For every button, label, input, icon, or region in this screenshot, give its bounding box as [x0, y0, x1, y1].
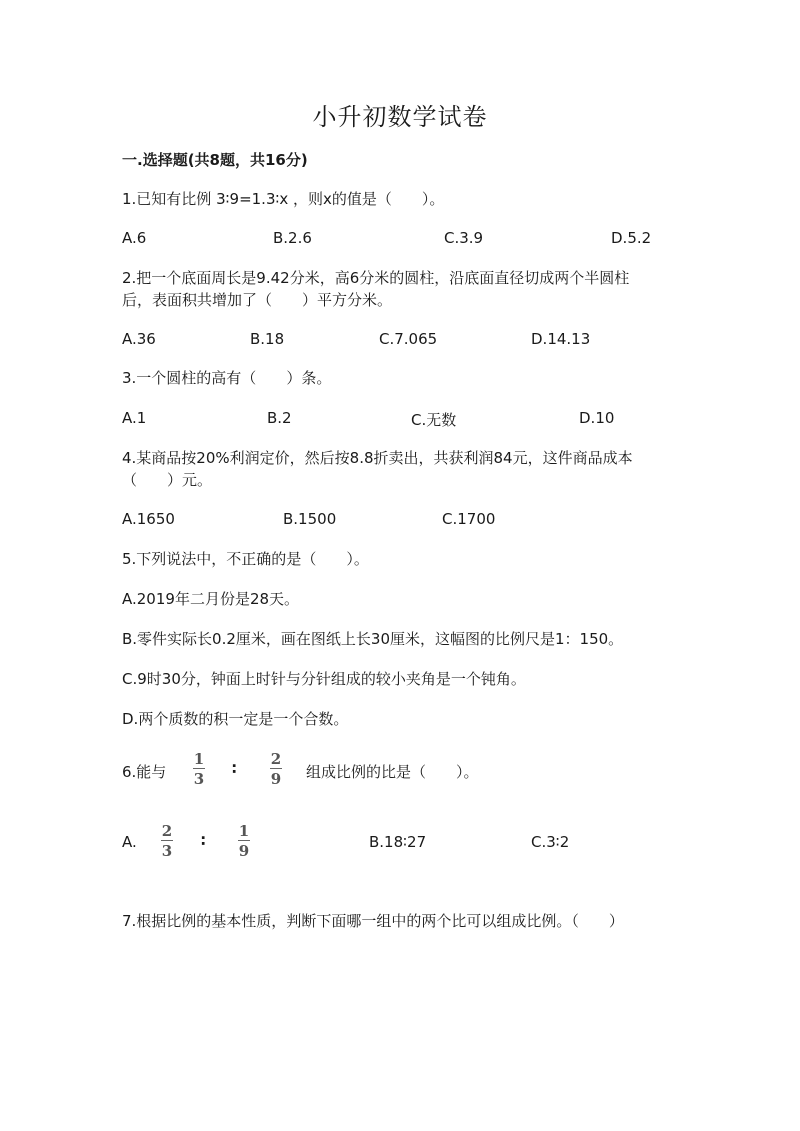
- question-6-option-a-colon: ∶: [201, 832, 206, 850]
- fraction-denominator: 3: [193, 770, 205, 788]
- question-1-option-a[interactable]: A.6: [122, 229, 147, 247]
- question-1-option-c[interactable]: C.3.9: [444, 229, 484, 247]
- fraction-numerator: 1: [238, 822, 250, 840]
- question-3-option-d[interactable]: D.10: [579, 409, 615, 427]
- question-1-stem: 1.已知有比例 3∶9=1.3∶x ，则x的值是（ ）。: [122, 190, 445, 208]
- question-2-stem-line2: 后，表面积共增加了（ ）平方分米。: [122, 291, 393, 309]
- question-5-option-b[interactable]: B.零件实际长0.2厘米，画在图纸上长30厘米，这幅图的比例尺是1：150。: [122, 630, 624, 648]
- question-5-option-a[interactable]: A.2019年二月份是28天。: [122, 590, 300, 608]
- section-heading: 一.选择题(共8题，共16分): [122, 151, 308, 169]
- question-2-option-d[interactable]: D.14.13: [531, 330, 591, 348]
- fraction-numerator: 1: [193, 750, 205, 768]
- question-1-option-d[interactable]: D.5.2: [611, 229, 652, 247]
- fraction-bar: [193, 768, 205, 769]
- question-5-option-c[interactable]: C.9时30分，钟面上时针与分针组成的较小夹角是一个钝角。: [122, 670, 526, 688]
- fraction-numerator: 2: [161, 822, 173, 840]
- question-3-option-b[interactable]: B.2: [267, 409, 292, 427]
- question-4-stem-line1: 4.某商品按20%利润定价，然后按8.8折卖出，共获利润84元，这件商品成本: [122, 449, 633, 467]
- question-4-option-b[interactable]: B.1500: [283, 510, 337, 528]
- fraction-denominator: 9: [238, 842, 250, 860]
- question-6-option-a-label[interactable]: A.: [122, 833, 137, 851]
- question-5-option-d[interactable]: D.两个质数的积一定是一个合数。: [122, 710, 349, 728]
- question-7-stem: 7.根据比例的基本性质，判断下面哪一组中的两个比可以组成比例。（ ）: [122, 912, 624, 930]
- fraction-bar: [270, 768, 282, 769]
- question-2-option-c[interactable]: C.7.065: [379, 330, 438, 348]
- question-6-fraction-2: [268, 751, 284, 787]
- question-3-option-c[interactable]: C.无数: [411, 411, 457, 429]
- fraction-bar: [161, 840, 173, 841]
- question-4-option-a[interactable]: A.1650: [122, 510, 175, 528]
- question-6-fraction-1: [191, 751, 207, 787]
- question-2-stem-line1: 2.把一个底面周长是9.42分米，高6分米的圆柱，沿底面直径切成两个半圆柱: [122, 269, 630, 287]
- question-4-stem-line2: （ ）元。: [122, 471, 213, 489]
- question-3-stem: 3.一个圆柱的高有（ ）条。: [122, 369, 332, 387]
- question-5-stem: 5.下列说法中，不正确的是（ ）。: [122, 550, 369, 568]
- fraction-denominator: 3: [161, 842, 173, 860]
- question-3-option-a[interactable]: A.1: [122, 409, 147, 427]
- page-title: 小升初数学试卷: [312, 103, 488, 131]
- question-4-option-c[interactable]: C.1700: [442, 510, 496, 528]
- question-6-option-a-fraction-1: [159, 823, 175, 859]
- question-2-option-b[interactable]: B.18: [250, 330, 285, 348]
- question-6-ratio-colon: ∶: [232, 760, 237, 778]
- fraction-bar: [238, 840, 250, 841]
- fraction-denominator: 9: [270, 770, 282, 788]
- question-2-option-a[interactable]: A.36: [122, 330, 156, 348]
- question-6-suffix: 组成比例的比是（ ）。: [306, 763, 479, 781]
- question-6-option-b[interactable]: B.18∶27: [369, 833, 427, 851]
- question-6-option-a-fraction-2: [236, 823, 252, 859]
- question-6-prefix: 6.能与: [122, 763, 167, 781]
- question-1-option-b[interactable]: B.2.6: [273, 229, 312, 247]
- fraction-numerator: 2: [270, 750, 282, 768]
- question-6-option-c[interactable]: C.3∶2: [531, 833, 570, 851]
